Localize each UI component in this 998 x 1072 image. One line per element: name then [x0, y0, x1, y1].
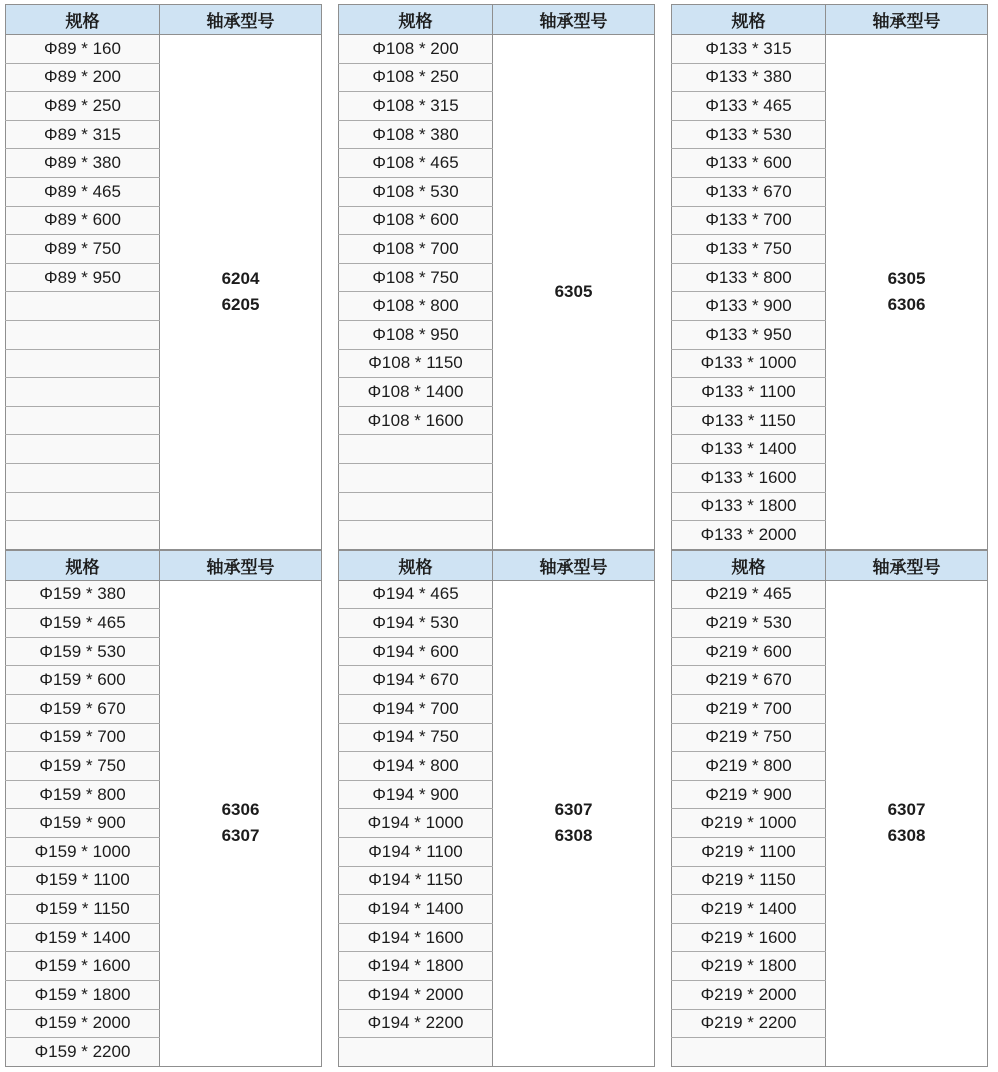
spec-cell: Φ133 * 700 — [672, 206, 826, 235]
spec-cell: Φ159 * 800 — [6, 780, 160, 809]
table-header-row — [339, 550, 655, 580]
spec-cell: Φ108 * 700 — [339, 235, 493, 264]
spec-cell: Φ219 * 700 — [672, 695, 826, 724]
bearing-model-cell — [493, 580, 655, 1066]
spec-cell: Φ108 * 950 — [339, 320, 493, 349]
empty-spec-cell — [6, 521, 160, 550]
spec-cell: Φ133 * 465 — [672, 92, 826, 121]
table-header-row — [672, 550, 988, 580]
spec-cell: Φ108 * 800 — [339, 292, 493, 321]
spec-cell: Φ219 * 1100 — [672, 838, 826, 867]
spec-cell: Φ133 * 530 — [672, 120, 826, 149]
spec-table-phi194 — [338, 550, 655, 1067]
table-row — [339, 580, 655, 609]
empty-spec-cell — [339, 1038, 493, 1067]
spec-cell: Φ194 * 600 — [339, 637, 493, 666]
spec-cell: Φ194 * 700 — [339, 695, 493, 724]
table-header-row — [339, 5, 655, 35]
bearing-model-cell — [826, 35, 988, 550]
spec-cell: Φ159 * 530 — [6, 637, 160, 666]
spec-cell: Φ219 * 750 — [672, 723, 826, 752]
table-row — [339, 35, 655, 64]
spec-cell: Φ159 * 1600 — [6, 952, 160, 981]
spec-cell: Φ133 * 1000 — [672, 349, 826, 378]
spec-cell: Φ194 * 750 — [339, 723, 493, 752]
spec-cell: Φ219 * 600 — [672, 637, 826, 666]
bearing-model-number: 6306 — [221, 799, 260, 819]
spec-cell: Φ194 * 1600 — [339, 923, 493, 952]
model-column-header: 轴承型号 — [493, 5, 655, 35]
model-column-header: 轴承型号 — [160, 550, 322, 580]
spec-table-phi133 — [671, 4, 988, 550]
spec-table-phi108 — [338, 4, 655, 550]
spec-cell: Φ219 * 800 — [672, 752, 826, 781]
spec-cell: Φ159 * 1800 — [6, 981, 160, 1010]
spec-cell: Φ108 * 530 — [339, 177, 493, 206]
bearing-model-number: 6204 — [221, 268, 260, 288]
spec-cell: Φ89 * 250 — [6, 92, 160, 121]
spec-cell: Φ133 * 900 — [672, 292, 826, 321]
empty-spec-cell — [339, 521, 493, 550]
spec-cell: Φ133 * 315 — [672, 35, 826, 64]
model-column-header: 轴承型号 — [493, 550, 655, 580]
spec-cell: Φ133 * 750 — [672, 235, 826, 264]
spec-cell: Φ219 * 900 — [672, 780, 826, 809]
spec-cell: Φ194 * 465 — [339, 580, 493, 609]
spec-cell: Φ108 * 1150 — [339, 349, 493, 378]
spec-cell: Φ219 * 2000 — [672, 981, 826, 1010]
spec-cell: Φ89 * 160 — [6, 35, 160, 64]
empty-spec-cell — [6, 492, 160, 521]
spec-cell: Φ219 * 1400 — [672, 895, 826, 924]
spec-cell: Φ89 * 750 — [6, 235, 160, 264]
spec-cell: Φ133 * 2000 — [672, 521, 826, 550]
empty-spec-cell — [6, 292, 160, 321]
spec-column-header: 规格 — [339, 5, 493, 35]
bearing-model-number: 6307 — [554, 799, 593, 819]
spec-cell: Φ159 * 1400 — [6, 923, 160, 952]
spec-cell: Φ159 * 1100 — [6, 866, 160, 895]
spec-cell: Φ159 * 2200 — [6, 1038, 160, 1067]
spec-cell: Φ89 * 600 — [6, 206, 160, 235]
table-header-row — [672, 5, 988, 35]
spec-cell: Φ159 * 2000 — [6, 1009, 160, 1038]
spec-table-phi89 — [5, 4, 322, 550]
spec-cell: Φ159 * 600 — [6, 666, 160, 695]
spec-cell: Φ194 * 2000 — [339, 981, 493, 1010]
spec-cell: Φ133 * 380 — [672, 63, 826, 92]
spec-cell: Φ133 * 800 — [672, 263, 826, 292]
spec-cell: Φ133 * 1400 — [672, 435, 826, 464]
spec-cell: Φ219 * 465 — [672, 580, 826, 609]
spec-cell: Φ108 * 465 — [339, 149, 493, 178]
spec-cell: Φ89 * 315 — [6, 120, 160, 149]
bearing-model-number: 6308 — [554, 826, 593, 846]
spec-column-header: 规格 — [672, 550, 826, 580]
empty-spec-cell — [6, 378, 160, 407]
bearing-model-number: 6308 — [887, 826, 926, 846]
empty-spec-cell — [6, 463, 160, 492]
spec-cell: Φ219 * 1800 — [672, 952, 826, 981]
model-column-header: 轴承型号 — [826, 5, 988, 35]
spec-cell: Φ133 * 600 — [672, 149, 826, 178]
empty-spec-cell — [339, 492, 493, 521]
spec-cell: Φ159 * 380 — [6, 580, 160, 609]
table-row — [672, 35, 988, 64]
spec-cell: Φ194 * 1800 — [339, 952, 493, 981]
bearing-model-number: 6305 — [554, 281, 593, 301]
spec-cell: Φ89 * 200 — [6, 63, 160, 92]
spec-cell: Φ194 * 800 — [339, 752, 493, 781]
spec-cell: Φ108 * 380 — [339, 120, 493, 149]
spec-cell: Φ219 * 1600 — [672, 923, 826, 952]
spec-cell: Φ159 * 670 — [6, 695, 160, 724]
bearing-model-cell — [826, 580, 988, 1066]
spec-cell: Φ159 * 1000 — [6, 838, 160, 867]
spec-cell: Φ108 * 750 — [339, 263, 493, 292]
bearing-model-cell — [160, 35, 322, 550]
spec-column-header: 规格 — [339, 550, 493, 580]
spec-cell: Φ194 * 2200 — [339, 1009, 493, 1038]
bearing-model-number: 6205 — [221, 294, 260, 314]
spec-cell: Φ219 * 1150 — [672, 866, 826, 895]
spec-cell: Φ108 * 1400 — [339, 378, 493, 407]
spec-cell: Φ133 * 1800 — [672, 492, 826, 521]
spec-cell: Φ108 * 250 — [339, 63, 493, 92]
spec-table-phi159 — [5, 550, 322, 1067]
spec-cell: Φ133 * 1100 — [672, 378, 826, 407]
spec-cell: Φ194 * 530 — [339, 609, 493, 638]
spec-cell: Φ108 * 315 — [339, 92, 493, 121]
model-column-header: 轴承型号 — [826, 550, 988, 580]
spec-cell: Φ194 * 1400 — [339, 895, 493, 924]
spec-cell: Φ108 * 200 — [339, 35, 493, 64]
table-row — [672, 580, 988, 609]
spec-cell: Φ133 * 950 — [672, 320, 826, 349]
spec-cell: Φ159 * 750 — [6, 752, 160, 781]
spec-cell: Φ219 * 530 — [672, 609, 826, 638]
spec-cell: Φ159 * 1150 — [6, 895, 160, 924]
empty-spec-cell — [672, 1038, 826, 1067]
empty-spec-cell — [6, 435, 160, 464]
bearing-model-number: 6307 — [887, 799, 926, 819]
model-column-header: 轴承型号 — [160, 5, 322, 35]
bearing-model-cell — [160, 580, 322, 1066]
spec-cell: Φ133 * 670 — [672, 177, 826, 206]
spec-cell: Φ159 * 465 — [6, 609, 160, 638]
spec-cell: Φ89 * 465 — [6, 177, 160, 206]
spec-cell: Φ194 * 1100 — [339, 838, 493, 867]
spec-cell: Φ194 * 670 — [339, 666, 493, 695]
table-header-row — [6, 5, 322, 35]
spec-cell: Φ159 * 900 — [6, 809, 160, 838]
empty-spec-cell — [6, 349, 160, 378]
empty-spec-cell — [339, 435, 493, 464]
bearing-model-cell — [493, 35, 655, 550]
bearing-model-number: 6305 — [887, 268, 926, 288]
spec-cell: Φ194 * 1000 — [339, 809, 493, 838]
bearing-model-number: 6306 — [887, 294, 926, 314]
bearing-model-number: 6307 — [221, 826, 260, 846]
spec-cell: Φ108 * 600 — [339, 206, 493, 235]
spec-table-phi219 — [671, 550, 988, 1067]
spec-cell: Φ133 * 1150 — [672, 406, 826, 435]
spec-cell: Φ89 * 950 — [6, 263, 160, 292]
spec-cell: Φ108 * 1600 — [339, 406, 493, 435]
spec-column-header: 规格 — [6, 550, 160, 580]
empty-spec-cell — [6, 406, 160, 435]
spec-cell: Φ219 * 670 — [672, 666, 826, 695]
spec-cell: Φ194 * 1150 — [339, 866, 493, 895]
empty-spec-cell — [339, 463, 493, 492]
spec-cell: Φ133 * 1600 — [672, 463, 826, 492]
spec-cell: Φ89 * 380 — [6, 149, 160, 178]
spec-column-header: 规格 — [672, 5, 826, 35]
table-row — [6, 35, 322, 64]
spec-column-header: 规格 — [6, 5, 160, 35]
spec-cell: Φ159 * 700 — [6, 723, 160, 752]
spec-cell: Φ194 * 900 — [339, 780, 493, 809]
spec-cell: Φ219 * 1000 — [672, 809, 826, 838]
table-row — [6, 580, 322, 609]
empty-spec-cell — [6, 320, 160, 349]
spec-cell: Φ219 * 2200 — [672, 1009, 826, 1038]
table-header-row — [6, 550, 322, 580]
